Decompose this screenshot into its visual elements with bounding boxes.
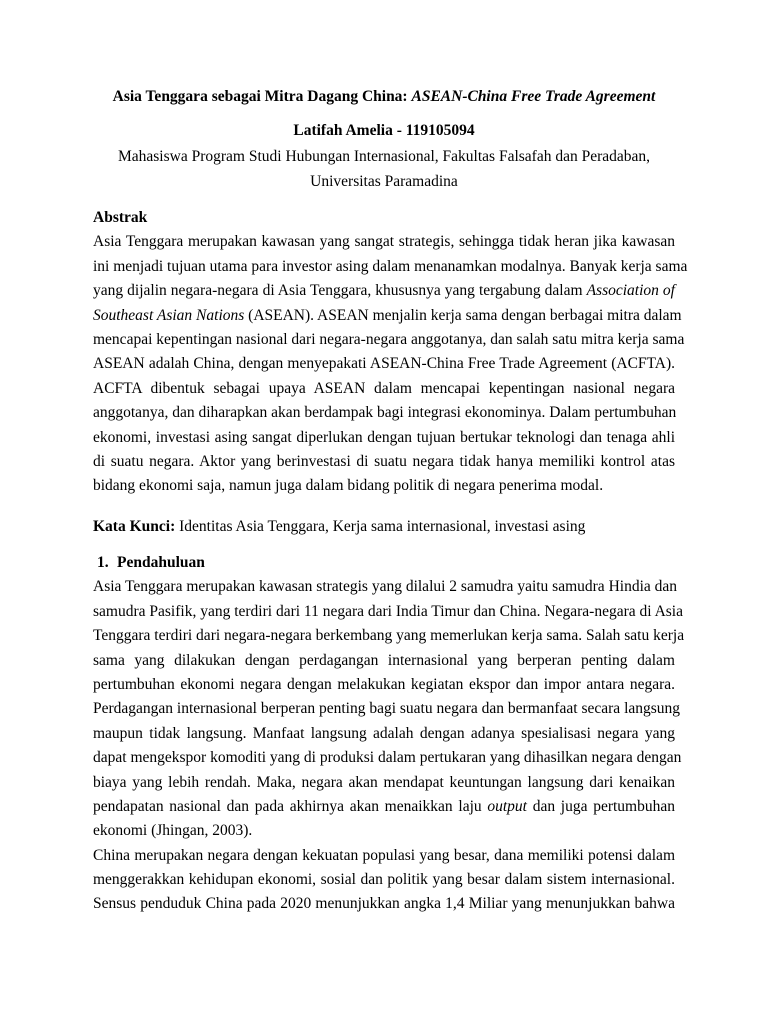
keywords-label: Kata Kunci: bbox=[93, 518, 176, 535]
author-line: Latifah Amelia - 119105094 bbox=[293, 122, 475, 139]
abstract-line: anggotanya, dan diharapkan akan berdampak bagi integrasi ekonominya. Dalam pertumbuhan bbox=[93, 404, 677, 422]
abstract-text: yang dijalin negara-negara di Asia Tenggara, khususnya yang tergabung dalam bbox=[93, 282, 587, 300]
abstract-line: ACFTA dibentuk sebagai upaya ASEAN dalam mencapai kepentingan nasional negara bbox=[93, 379, 675, 397]
pendahuluan-italic-text: output bbox=[487, 797, 527, 815]
pendahuluan-line bbox=[93, 795, 675, 819]
pendahuluan-line: samudra Pasifik, yang terdiri dari 11 negara dari India Timur dan China. Negara-negara di Asia bbox=[93, 602, 683, 620]
paper-title-italic: ASEAN-China Free Trade Agreement bbox=[411, 88, 656, 105]
affiliation bbox=[90, 144, 678, 194]
pendahuluan-line: menggerakkan kehidupan ekonomi, sosial dan politik yang besar dalam sistem internasional. bbox=[93, 871, 675, 889]
abstract-line: Asia Tenggara merupakan kawasan yang sangat strategis, sehingga tidak heran jika kawasan bbox=[93, 233, 675, 251]
pendahuluan-line: pertumbuhan ekonomi negara dengan melakukan kegiatan ekspor dan impor antara negara. bbox=[93, 675, 675, 693]
section-pendahuluan bbox=[93, 551, 685, 917]
pendahuluan-line: maupun tidak langsung. Manfaat langsung adalah dengan adanya spesialisasi negara yang bbox=[93, 724, 675, 742]
abstract-italic-text: Southeast Asian Nations bbox=[93, 306, 245, 324]
abstract-line bbox=[93, 279, 675, 303]
pendahuluan-line: biaya yang lebih rendah. Maka, negara akan mendapat keuntungan langsung dari kenaikan bbox=[93, 773, 675, 791]
pendahuluan-line: dapat mengekspor komoditi yang di produksi dalam pertukaran yang dihasilkan negara dengan bbox=[93, 749, 682, 767]
abstract-line: mencapai kepentingan nasional dari negara-negara anggotanya, dan salah satu mitra kerja sama bbox=[93, 330, 685, 348]
section-body bbox=[93, 575, 685, 916]
keywords bbox=[93, 515, 675, 539]
pendahuluan-text: dan juga pertumbuhan bbox=[526, 797, 675, 815]
pendahuluan-text: pendapatan nasional dan pada akhirnya akan menaikkan laju bbox=[93, 797, 488, 815]
pendahuluan-line: Tenggara terdiri dari negara-negara berkembang yang memerlukan kerja sama. Salah satu kerja bbox=[93, 627, 685, 645]
pendahuluan-line: China merupakan negara dengan kekuatan populasi yang besar, dana memiliki potensi dalam bbox=[93, 846, 675, 864]
section-heading bbox=[93, 551, 675, 575]
pendahuluan-line: Sensus penduduk China pada 2020 menunjukkan angka 1,4 Miliar yang menunjukkan bahwa bbox=[93, 895, 675, 913]
abstract-line: ASEAN adalah China, dengan menyepakati ASEAN-China Free Trade Agreement (ACFTA). bbox=[93, 355, 675, 373]
pendahuluan-line: Asia Tenggara merupakan kawasan strategis yang dilalui 2 samudra yaitu samudra Hindia dan bbox=[93, 578, 678, 596]
pendahuluan-line: Perdagangan internasional berperan penting bagi suatu negara dan bermanfaat secara langsung bbox=[93, 700, 681, 718]
abstract-body bbox=[93, 230, 688, 498]
abstract-text: (ASEAN). ASEAN menjalin kerja sama dengan berbagai mitra dalam bbox=[244, 306, 682, 324]
abstract-line: ini menjadi tujuan utama para investor asing dalam menanamkan modalnya. Banyak kerja sama bbox=[93, 257, 688, 275]
abstract-line: bidang ekonomi saja, namun juga dalam bidang politik di negara penerima modal. bbox=[93, 477, 604, 495]
abstract-line bbox=[93, 304, 682, 328]
affiliation-line-2: Universitas Paramadina bbox=[310, 173, 458, 190]
section-title: Pendahuluan bbox=[117, 554, 205, 571]
pendahuluan-line: ekonomi (Jhingan, 2003). bbox=[93, 822, 253, 840]
paper-title bbox=[0, 86, 768, 108]
abstract-line: ekonomi, investasi asing sangat diperlukan dengan tujuan bertukar teknologi dan tenaga ahli bbox=[93, 428, 675, 446]
abstract-section bbox=[93, 206, 688, 499]
abstract-line: di suatu negara. Aktor yang berinvestasi di suatu negara tidak hanya memiliki kontrol atas bbox=[93, 452, 675, 470]
abstract-italic-text: Association of bbox=[586, 282, 675, 300]
keywords-text: Identitas Asia Tenggara, Kerja sama internasional, investasi asing bbox=[175, 518, 586, 535]
section-number: 1. bbox=[97, 554, 109, 571]
pendahuluan-line: sama yang dilakukan dengan perdagangan internasional yang berperan penting dalam bbox=[93, 651, 675, 669]
abstract-heading: Abstrak bbox=[93, 209, 148, 226]
affiliation-line-1: Mahasiswa Program Studi Hubungan Internasional, Fakultas Falsafah dan Peradaban, bbox=[117, 148, 651, 165]
paper-title-plain: Asia Tenggara sebagai Mitra Dagang China: bbox=[112, 88, 412, 105]
